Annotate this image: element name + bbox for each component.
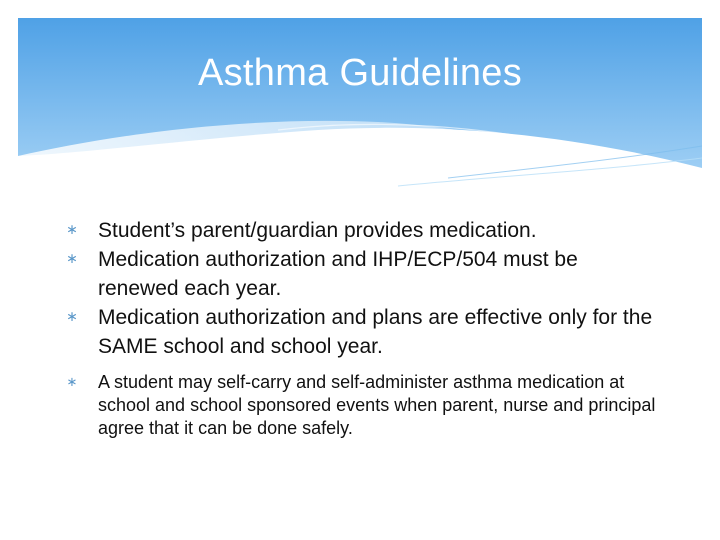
asterisk-bullet-icon: ∗: [66, 251, 78, 267]
bullet-list: [62, 216, 662, 440]
asterisk-bullet-icon: ∗: [66, 309, 78, 325]
list-item: [62, 303, 662, 361]
bullet-text: Medication authorization and plans are effective only for the SAME school and school year.: [98, 306, 653, 358]
header-banner-graphic: [18, 18, 702, 198]
list-item: [62, 216, 662, 245]
header-banner: [18, 18, 702, 198]
bullet-text: Medication authorization and IHP/ECP/504 must be renewed each year.: [98, 248, 578, 300]
list-item: [62, 371, 662, 440]
list-item: [62, 245, 662, 303]
slide-title: Asthma Guidelines: [197, 52, 523, 94]
asterisk-bullet-icon: ∗: [66, 222, 78, 238]
bullet-text: Student’s parent/guardian provides medication.: [98, 219, 537, 242]
bullet-text: A student may self-carry and self-administer asthma medication at school and school sponsored events when parent, nurse and principal agree that it can be done safely.: [98, 372, 656, 438]
asterisk-bullet-icon: ∗: [66, 375, 78, 390]
